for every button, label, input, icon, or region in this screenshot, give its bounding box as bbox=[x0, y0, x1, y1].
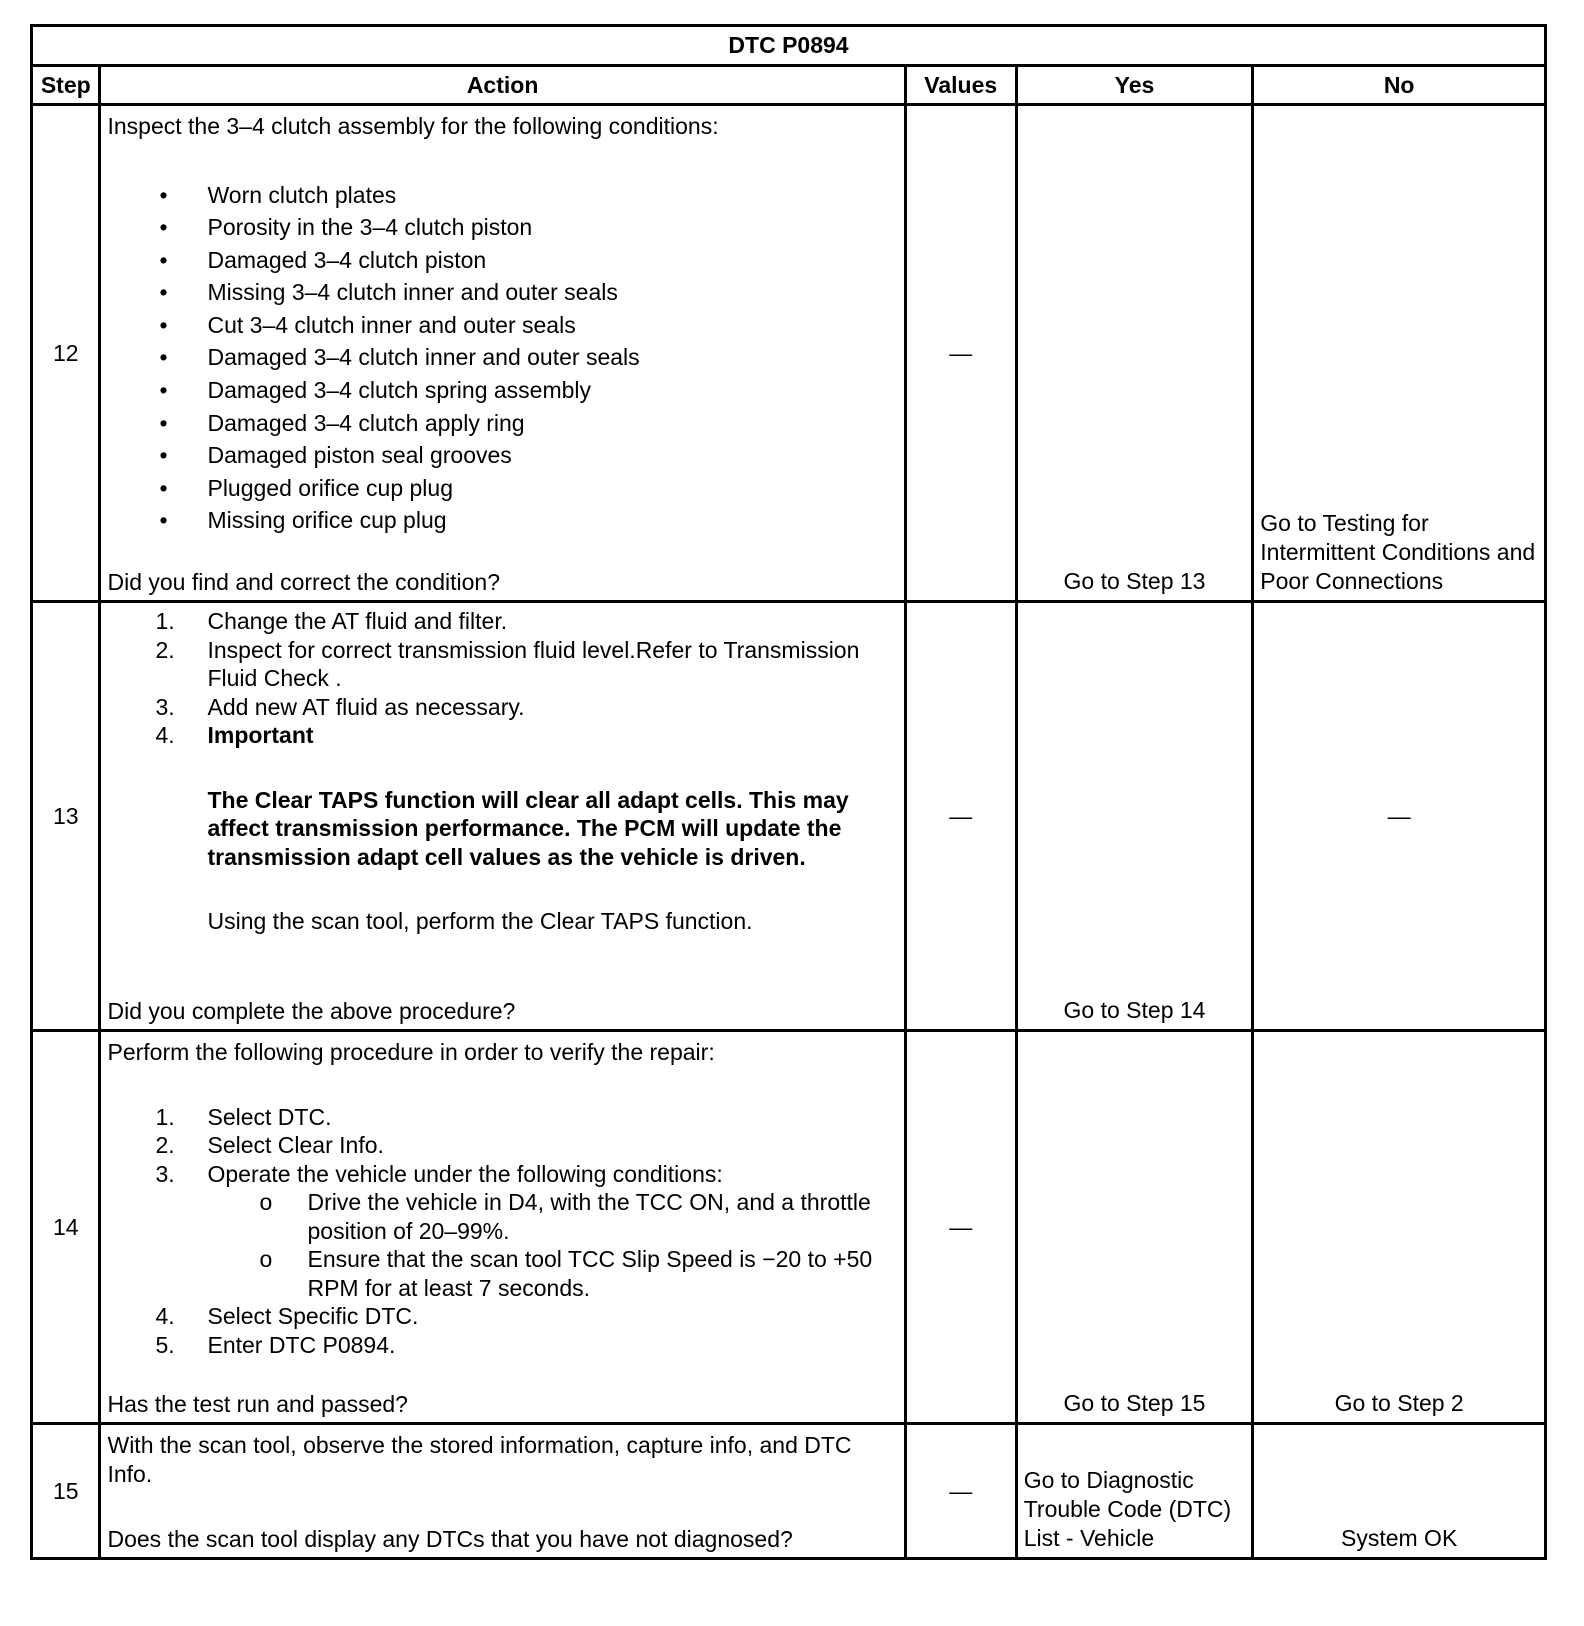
header-values: Values bbox=[905, 66, 1016, 105]
values-cell: — bbox=[905, 1424, 1016, 1559]
step-number: 15 bbox=[32, 1424, 100, 1559]
procedure-list bbox=[107, 607, 895, 750]
list-item: 1. Change the AT fluid and filter. bbox=[155, 608, 508, 634]
header-step: Step bbox=[32, 66, 100, 105]
step-number: 12 bbox=[32, 105, 100, 602]
action-cell bbox=[100, 105, 905, 602]
dtc-table bbox=[30, 24, 1547, 1560]
no-link[interactable]: Go to Testing for Intermittent Conditions and Poor Connections bbox=[1253, 105, 1546, 602]
action-intro: Inspect the 3–4 clutch assembly for the following conditions: bbox=[107, 113, 719, 139]
action-cell bbox=[100, 1424, 905, 1559]
list-item: o Ensure that the scan tool TCC Slip Speed is −20 to +50 RPM for at least 7 seconds. bbox=[259, 1246, 873, 1301]
list-item: • Damaged 3–4 clutch spring assembly bbox=[159, 377, 592, 404]
table-row bbox=[32, 1031, 1546, 1424]
important-label: Important bbox=[207, 722, 314, 748]
table-row bbox=[32, 105, 1546, 602]
list-item: 3. Add new AT fluid as necessary. bbox=[155, 693, 525, 720]
procedure-list bbox=[107, 1103, 895, 1360]
list-item: 4. Important bbox=[155, 722, 314, 748]
action-cell bbox=[100, 1031, 905, 1424]
no-cell: — bbox=[1253, 602, 1546, 1031]
list-item: 5. Enter DTC P0894. bbox=[155, 1331, 396, 1358]
action-question: Does the scan tool display any DTCs that you have not diagnosed? bbox=[107, 1525, 793, 1552]
condition-list bbox=[107, 179, 895, 538]
yes-link[interactable]: Go to Step 15 bbox=[1016, 1031, 1253, 1424]
no-result: System OK bbox=[1253, 1424, 1546, 1559]
action-intro: Perform the following procedure in order to verify the repair: bbox=[107, 1039, 715, 1065]
list-item: • Porosity in the 3–4 clutch piston bbox=[159, 214, 533, 241]
table-row bbox=[32, 1424, 1546, 1559]
table-row bbox=[32, 602, 1546, 1031]
list-item: • Cut 3–4 clutch inner and outer seals bbox=[159, 311, 576, 338]
action-question: Has the test run and passed? bbox=[107, 1390, 408, 1417]
table-title: DTC P0894 bbox=[32, 26, 1546, 66]
list-item: • Missing 3–4 clutch inner and outer seals bbox=[159, 279, 618, 306]
header-no: No bbox=[1253, 66, 1546, 105]
list-item: 3. Operate the vehicle under the following conditions: o Drive the vehicle in D4, with the TCC ON, and a throttle position of 20–99%. o Ensure that the scan tool TCC Slip Speed is −20 to +50 RPM for at least 7 seconds. bbox=[107, 1160, 895, 1303]
list-item: 2. Inspect for correct transmission fluid level.Refer to Transmission Fluid Check . bbox=[155, 636, 860, 691]
list-item: • Damaged 3–4 clutch apply ring bbox=[159, 409, 525, 436]
condition-sublist bbox=[107, 1188, 895, 1302]
action-cell bbox=[100, 602, 905, 1031]
yes-link[interactable]: Go to Step 13 bbox=[1016, 105, 1253, 602]
no-link[interactable]: Go to Step 2 bbox=[1253, 1031, 1546, 1424]
values-cell: — bbox=[905, 1031, 1016, 1424]
list-item: 1. Select DTC. bbox=[155, 1103, 332, 1130]
yes-link[interactable]: Go to Step 14 bbox=[1016, 602, 1253, 1031]
list-item: • Damaged piston seal grooves bbox=[159, 442, 512, 469]
action-question: Did you find and correct the condition? bbox=[107, 568, 501, 595]
list-item: • Missing orifice cup plug bbox=[159, 507, 447, 534]
values-cell: — bbox=[905, 602, 1016, 1031]
list-item: 4. Select Specific DTC. bbox=[155, 1303, 419, 1329]
instruction-text: Using the scan tool, perform the Clear TAPS function. bbox=[207, 908, 753, 934]
list-item: • Damaged 3–4 clutch piston bbox=[159, 246, 487, 273]
list-item: • Damaged 3–4 clutch inner and outer seals bbox=[159, 344, 640, 371]
list-item: 2. Select Clear Info. bbox=[155, 1132, 384, 1158]
action-question: Did you complete the above procedure? bbox=[107, 997, 516, 1024]
list-item: • Plugged orifice cup plug bbox=[159, 474, 453, 501]
values-cell: — bbox=[905, 105, 1016, 602]
step-number: 13 bbox=[32, 602, 100, 1031]
yes-link[interactable]: Go to Diagnostic Trouble Code (DTC) List - Vehicle bbox=[1016, 1424, 1253, 1559]
header-action: Action bbox=[100, 66, 905, 105]
step-number: 14 bbox=[32, 1031, 100, 1424]
header-yes: Yes bbox=[1016, 66, 1253, 105]
important-note: The Clear TAPS function will clear all adapt cells. This may affect transmission performance. The PCM will update the transmission adapt cell values as the vehicle is driven. bbox=[207, 786, 849, 870]
list-item: o Drive the vehicle in D4, with the TCC ON, and a throttle position of 20–99%. bbox=[259, 1189, 871, 1244]
list-item: • Worn clutch plates bbox=[159, 181, 397, 208]
action-intro: With the scan tool, observe the stored information, capture info, and DTC Info. bbox=[107, 1432, 852, 1487]
